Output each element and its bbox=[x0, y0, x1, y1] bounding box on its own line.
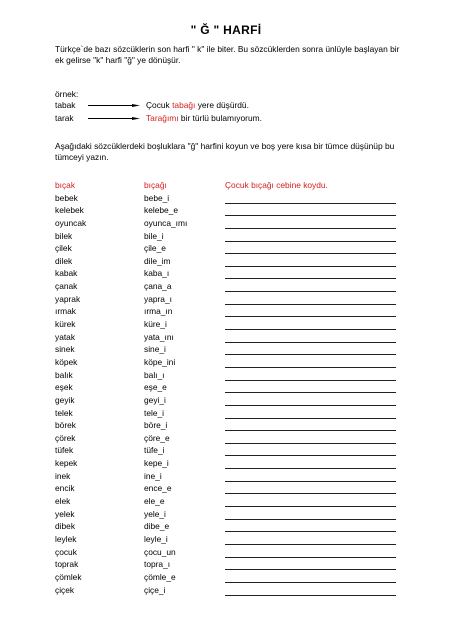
word-cell: yelek bbox=[55, 508, 75, 519]
word-cell: köpek bbox=[55, 356, 78, 367]
table-row bbox=[55, 370, 400, 383]
table-row bbox=[55, 256, 400, 269]
answer-line[interactable] bbox=[225, 443, 396, 444]
word-cell: elek bbox=[55, 496, 71, 507]
highlighted-word: Tarağımı bbox=[146, 113, 179, 123]
word-cell: leylek bbox=[55, 533, 77, 544]
blank-cell: çana_a bbox=[144, 281, 172, 292]
blank-cell: eşe_e bbox=[144, 382, 167, 393]
answer-line[interactable] bbox=[225, 228, 396, 229]
answer-line[interactable] bbox=[225, 203, 396, 204]
table-row bbox=[55, 471, 400, 484]
blank-cell: çile_e bbox=[144, 243, 166, 254]
table-row bbox=[55, 218, 400, 231]
answer-line[interactable] bbox=[225, 430, 396, 431]
table-row bbox=[55, 420, 400, 433]
word-cell: yaprak bbox=[55, 293, 81, 304]
sentence-prefix: Çocuk bbox=[146, 100, 173, 110]
answer-line[interactable] bbox=[225, 493, 396, 494]
word-cell: bıçak bbox=[55, 180, 76, 190]
blank-cell: ele_e bbox=[144, 496, 165, 507]
table-row bbox=[55, 205, 400, 218]
blank-cell: bile_i bbox=[144, 230, 164, 241]
word-cell: kelebek bbox=[55, 205, 84, 216]
page-title: " Ğ " HARFİ bbox=[190, 23, 262, 37]
answer-line[interactable] bbox=[225, 329, 396, 330]
table-row bbox=[55, 332, 400, 345]
word-cell: kabak bbox=[55, 268, 78, 279]
blank-cell: oyunca_ımı bbox=[144, 217, 188, 228]
blank-cell: köpe_ini bbox=[144, 356, 176, 367]
answer-line[interactable] bbox=[225, 544, 396, 545]
table-row bbox=[55, 408, 400, 421]
answer-line[interactable] bbox=[225, 253, 396, 254]
blank-cell: yele_i bbox=[144, 508, 166, 519]
instruction-text: Aşağıdaki sözcüklerdeki boşluklara "ğ" harfini koyun ve boş yere kısa bir tümce düşünüp bu tümceyi yazın. bbox=[55, 141, 395, 162]
table-row bbox=[55, 509, 400, 522]
word-cell: çömlek bbox=[55, 571, 82, 582]
blank-cell: bebe_i bbox=[144, 192, 170, 203]
table-row bbox=[55, 534, 400, 547]
answer-line[interactable] bbox=[225, 380, 396, 381]
table-row bbox=[55, 357, 400, 370]
blank-cell: çömle_e bbox=[144, 571, 176, 582]
table-row bbox=[55, 319, 400, 332]
word-cell: bilek bbox=[55, 230, 73, 241]
table-row bbox=[55, 268, 400, 281]
answer-line[interactable] bbox=[225, 241, 396, 242]
blank-cell: kaba_ı bbox=[144, 268, 170, 279]
table-row bbox=[55, 231, 400, 244]
answer-line[interactable] bbox=[225, 531, 396, 532]
table-row bbox=[55, 433, 400, 446]
word-cell: tüfek bbox=[55, 445, 74, 456]
table-row bbox=[55, 572, 400, 585]
answer-line[interactable] bbox=[225, 405, 396, 406]
answer-line[interactable] bbox=[225, 367, 396, 368]
word-cell: çilek bbox=[55, 243, 72, 254]
right-arrow-icon bbox=[88, 117, 140, 120]
word-cell: toprak bbox=[55, 559, 79, 570]
blank-cell: küre_i bbox=[144, 319, 167, 330]
blank-cell: kelebe_e bbox=[144, 205, 178, 216]
table-row bbox=[55, 559, 400, 572]
word-cell: kürek bbox=[55, 319, 76, 330]
answer-line[interactable] bbox=[225, 481, 396, 482]
blank-cell: yapra_ı bbox=[144, 293, 172, 304]
sentence-example: Çocuk bıçağı cebine koydu. bbox=[225, 180, 328, 190]
answer-line[interactable] bbox=[225, 291, 396, 292]
blank-cell: bıçağı bbox=[144, 180, 167, 190]
table-row bbox=[55, 585, 400, 598]
answer-line[interactable] bbox=[225, 557, 396, 558]
answer-line[interactable] bbox=[225, 342, 396, 343]
word-table bbox=[55, 180, 400, 597]
answer-line[interactable] bbox=[225, 519, 396, 520]
blank-cell: böre_i bbox=[144, 420, 168, 431]
answer-line[interactable] bbox=[225, 569, 396, 570]
table-row bbox=[55, 382, 400, 395]
table-row bbox=[55, 483, 400, 496]
answer-line[interactable] bbox=[225, 215, 396, 216]
word-cell: çanak bbox=[55, 281, 78, 292]
table-row bbox=[55, 521, 400, 534]
blank-cell: ence_e bbox=[144, 483, 172, 494]
answer-line[interactable] bbox=[225, 582, 396, 583]
word-cell: börek bbox=[55, 420, 76, 431]
word-cell: encik bbox=[55, 483, 75, 494]
table-row bbox=[55, 458, 400, 471]
table-row bbox=[55, 243, 400, 256]
blank-cell: tele_i bbox=[144, 407, 165, 418]
word-cell: yatak bbox=[55, 331, 76, 342]
blank-cell: çocu_un bbox=[144, 546, 176, 557]
blank-cell: yata_ını bbox=[144, 331, 174, 342]
table-row bbox=[55, 344, 400, 357]
blank-cell: çiçe_i bbox=[144, 584, 166, 595]
header-row bbox=[55, 180, 400, 193]
answer-line[interactable] bbox=[225, 455, 396, 456]
table-row bbox=[55, 193, 400, 206]
sentence-rest: bir türlü bulamıyorum. bbox=[178, 113, 262, 123]
table-row bbox=[55, 306, 400, 319]
blank-cell: ine_i bbox=[144, 470, 162, 481]
answer-line[interactable] bbox=[225, 316, 396, 317]
answer-line[interactable] bbox=[225, 468, 396, 469]
word-cell: bebek bbox=[55, 192, 78, 203]
word-cell: kepek bbox=[55, 458, 78, 469]
intro-text: Türkçe`de bazı sözcüklerin son harfi " k" ile biter. Bu sözcüklerden sonra ünlüyle başlayan bir ek gelirse "k" harfi "ğ" ye dönüşür. bbox=[55, 44, 400, 65]
answer-line[interactable] bbox=[225, 595, 396, 596]
blank-cell: sine_i bbox=[144, 344, 166, 355]
word-cell: çiçek bbox=[55, 584, 75, 595]
answer-line[interactable] bbox=[225, 266, 396, 267]
word-cell: dilek bbox=[55, 255, 73, 266]
example-word: tabak bbox=[55, 100, 76, 110]
table-row bbox=[55, 294, 400, 307]
blank-cell: leyle_i bbox=[144, 533, 168, 544]
answer-line[interactable] bbox=[225, 354, 396, 355]
table-row bbox=[55, 395, 400, 408]
blank-cell: çöre_e bbox=[144, 432, 170, 443]
word-cell: telek bbox=[55, 407, 73, 418]
blank-cell: geyi_i bbox=[144, 394, 166, 405]
sentence-rest: yere düşürdü. bbox=[195, 100, 249, 110]
blank-cell: balı_ı bbox=[144, 369, 165, 380]
word-cell: oyuncak bbox=[55, 217, 87, 228]
table-row bbox=[55, 496, 400, 509]
table-row bbox=[55, 281, 400, 294]
word-cell: çörek bbox=[55, 432, 76, 443]
answer-line[interactable] bbox=[225, 392, 396, 393]
blank-cell: dile_im bbox=[144, 255, 171, 266]
word-cell: eşek bbox=[55, 382, 73, 393]
answer-line[interactable] bbox=[225, 304, 396, 305]
table-row bbox=[55, 445, 400, 458]
answer-line[interactable] bbox=[225, 506, 396, 507]
word-cell: sinek bbox=[55, 344, 75, 355]
blank-cell: topra_ı bbox=[144, 559, 171, 570]
blank-cell: ırma_ın bbox=[144, 306, 173, 317]
answer-line[interactable] bbox=[225, 278, 396, 279]
right-arrow-icon bbox=[88, 104, 140, 107]
word-cell: inek bbox=[55, 470, 71, 481]
word-cell: ırmak bbox=[55, 306, 76, 317]
example-sentence bbox=[146, 100, 249, 111]
answer-line[interactable] bbox=[225, 418, 396, 419]
blank-cell: tüfe_i bbox=[144, 445, 165, 456]
example-heading: örnek: bbox=[55, 89, 79, 99]
word-cell: geyik bbox=[55, 394, 75, 405]
table-row bbox=[55, 547, 400, 560]
word-cell: dibek bbox=[55, 521, 76, 532]
example-word: tarak bbox=[55, 113, 74, 123]
blank-cell: kepe_i bbox=[144, 458, 169, 469]
word-cell: balık bbox=[55, 369, 73, 380]
blank-cell: dibe_e bbox=[144, 521, 170, 532]
example-sentence bbox=[146, 113, 262, 124]
word-cell: çocuk bbox=[55, 546, 77, 557]
highlighted-word: tabağı bbox=[172, 100, 196, 110]
